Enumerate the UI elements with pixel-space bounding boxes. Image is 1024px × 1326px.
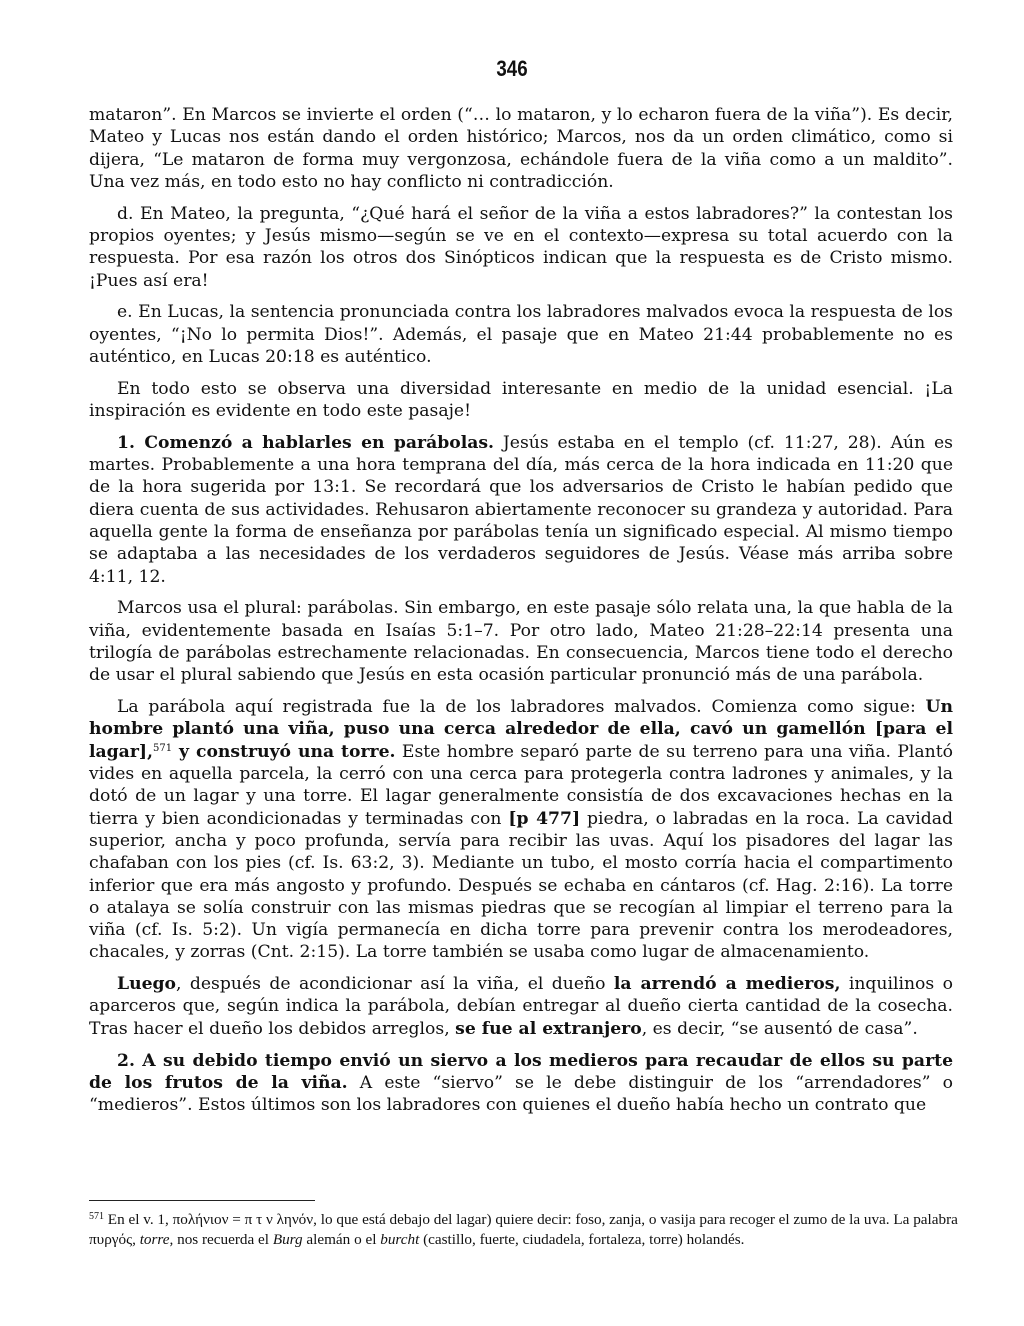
- footnote: $^{571}$ En el v. 1, πολήνιον = π τ ν ληνόν, lo que está debajo del lagar) quiere decir: foso, zanja, o vasija para recoger el zumo de la uva. La palabra πυργός, torre, nos recuerda el Burg alemán o el burcht (castillo, fuerte, ciudadela, fortaleza, torre) holandés.: [89, 1211, 958, 1248]
- paragraph: mataron”. En Marcos se invierte el orden (“… lo mataron, y lo echaron fuera de la viña”). Es decir, Mateo y Lucas nos están dando el orden histórico; Marcos, nos da un orden climático, como si dijera, “Le mataron de forma muy vergonzosa, echándole fuera de la viña como a un maldito”. Una vez más, en todo esto no hay conflicto ni contradicción.: [89, 105, 953, 192]
- footnote-number: 571: [89, 1211, 104, 1222]
- footnote-divider: [89, 1200, 315, 1201]
- paragraph: d. En Mateo, la pregunta, “¿Qué hará el señor de la viña a estos labradores?” la contestan los propios oyentes; y Jesús mismo—según se ve en el contexto—expresa su total acuerdo con la respuesta. Por esa razón los otros dos Sinópticos indican que la respuesta es de Cristo mismo. ¡Pues así era!: [89, 203, 953, 291]
- footnote-reference: 571: [153, 742, 173, 754]
- main-text: [89, 104, 953, 1126]
- page-number: 346: [496, 56, 528, 81]
- verse-heading: 2. A su debido tiempo envió un siervo a los medieros para recaudar de ellos su parte de los frutos de la viña.: [89, 1050, 953, 1093]
- paragraph: En todo esto se observa una diversidad interesante en medio de la unidad esencial. ¡La inspiración es evidente en todo este pasaje!: [89, 378, 953, 422]
- paragraph: 1. Comenzó a hablarles en parábolas. Jesús estaba en el templo (cf. 11:27, 28). Aún es martes. Probablemente a una hora temprana del día, más cerca de la hora indicada en 11:20 que de la hora sugerida por 13:1. Se recordará que los adversarios de Cristo le habían pedido que diera cuenta de sus actividades. Rehusaron abiertamente reconocer su grandeza y autoridad. Para aquella gente la forma de enseñanza por parábolas tenía un significado especial. Al mismo tiempo se adaptaba a las necesidades de los verdaderos seguidores de Jesús. Véase más arriba sobre 4:11, 12.: [89, 432, 953, 587]
- page-reference: [p 477]: [508, 808, 581, 829]
- paragraph: Luego, después de acondicionar así la viña, el dueño la arrendó a medieros, inquilinos o aparceros que, según indica la parábola, debían entregar al dueño cierta cantidad de la cosecha. Tras hacer el dueño los debidos arreglos, se fue al extranjero, es decir, “se ausentó de casa”.: [89, 974, 953, 1039]
- paragraph: La parábola aquí registrada fue la de los labradores malvados. Comienza como sigue: Un hombre plantó una viña, puso una cerca alrededor de ella, cavó un gamellón [para el lagar],$^{571}$ y construyó una torre. Este hombre separó parte de su terreno para una viña. Plantó vides en aquella parcela, la cerró con una cerca para protegerla contra ladrones y animales, y la dotó de un lagar y una torre. El lagar generalmente consistía de dos excavaciones hechas en la tierra y bien acondicionadas y terminadas con [p 477] piedra, o labradas en la roca. La cavidad superior, ancha y poco profunda, servía para recibir las uvas. Aquí los pisadores del lagar las chafaban con los pies (cf. Is. 63:2, 3). Mediante un tubo, el mosto corría hacia el compartimento inferior que era más angosto y profundo. Después se echaba en cántaros (cf. Hag. 2:16). La torre o atalaya se solía construir con las mismas piedras que se recogían al limpiar el terreno para la viña (cf. Is. 5:2). Un vigía permanecía en dicha torre para prevenir contra los merodeadores, chacales, y zorras (Cnt. 2:15). La torre también se usaba como lugar de almacenamiento.: [89, 697, 953, 963]
- verse-heading: 1. Comenzó a hablarles en parábolas.: [117, 432, 495, 453]
- paragraph: 2. A su debido tiempo envió un siervo a los medieros para recaudar de ellos su parte de los frutos de la viña. A este “siervo” se le debe distinguir de los “arrendadores” o “medieros”. Estos últimos son los labradores con quienes el dueño había hecho un contrato que: [89, 1050, 953, 1116]
- paragraph: Marcos usa el plural: parábolas. Sin embargo, en este pasaje sólo relata una, la que habla de la viña, evidentemente basada en Isaías 5:1–7. Por otro lado, Mateo 21:28–22:14 presenta una trilogía de parábolas estrechamente relacionadas. En consecuencia, Marcos tiene todo el derecho de usar el plural sabiendo que Jesús en esta ocasión particular pronunció más de una parábola.: [89, 598, 953, 686]
- paragraph: e. En Lucas, la sentencia pronunciada contra los labradores malvados evoca la respuesta de los oyentes, “¡No lo permita Dios!”. Además, el pasaje que en Mateo 21:44 probablemente no es auténtico, en Lucas 20:18 es auténtico.: [89, 302, 953, 367]
